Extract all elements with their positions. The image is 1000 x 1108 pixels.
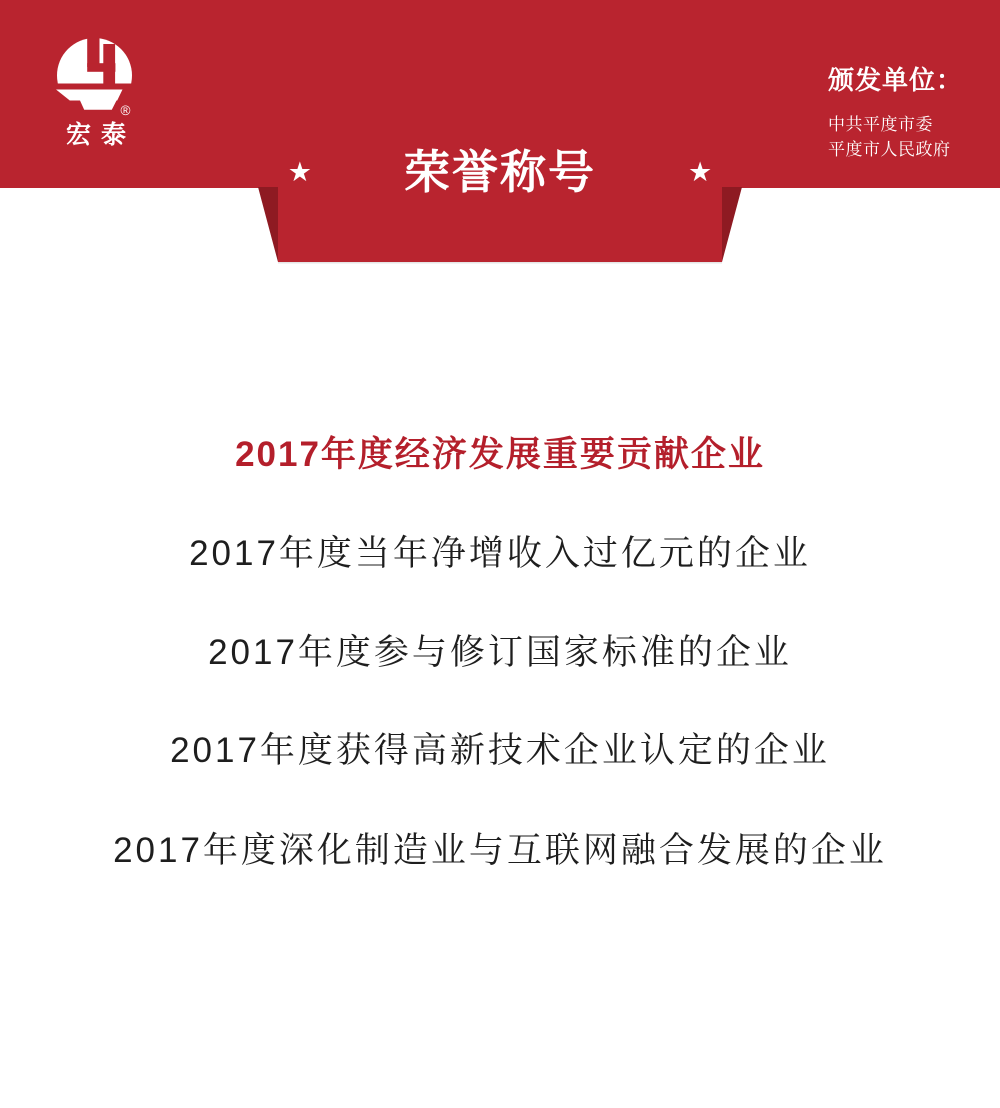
ribbon-tail-shadow	[278, 262, 722, 264]
honor-list-heading: 2017年度经济发展重要贡献企业	[235, 435, 765, 474]
banner-title: 荣誉称号	[404, 146, 596, 198]
issuer-line-2: 平度市人民政府	[828, 140, 951, 159]
ribbon-fold-right	[722, 187, 742, 262]
issuer-line-1: 中共平度市委	[828, 115, 933, 134]
honor-item-4: 2017年度深化制造业与互联网融合发展的企业	[113, 831, 887, 870]
company-logo-icon	[40, 28, 152, 120]
logo-brand-text: 宏泰	[65, 122, 136, 149]
banner-title-row	[0, 147, 1000, 197]
ribbon-fold-left	[258, 187, 278, 262]
honor-item-3: 2017年度获得高新技术企业认定的企业	[170, 731, 830, 770]
logo-hull	[56, 90, 123, 110]
honor-item-1: 2017年度当年净增收入过亿元的企业	[189, 534, 811, 573]
star-icon-left: ★	[287, 156, 312, 187]
issuer-label: 颁发单位：	[828, 65, 964, 95]
star-icon-right: ★	[688, 156, 713, 187]
logo-h-left-slot	[87, 33, 99, 67]
registered-trademark-icon: ®	[120, 103, 131, 118]
honor-item-2: 2017年度参与修订国家标准的企业	[208, 633, 792, 672]
ribbon-tail	[278, 187, 722, 262]
logo-h-right-slot	[103, 44, 115, 86]
